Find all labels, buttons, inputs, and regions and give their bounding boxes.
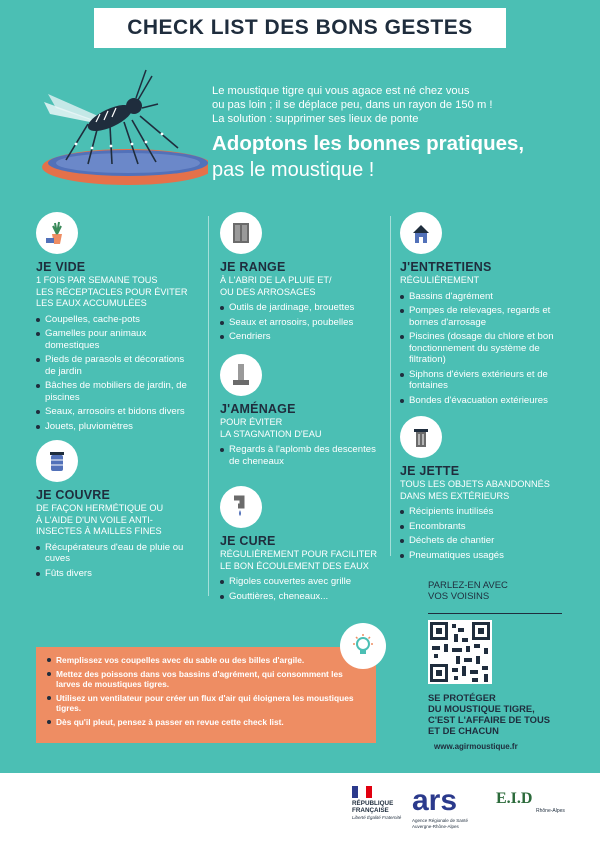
gutter-icon [220, 486, 262, 528]
section-title: JE VIDE [36, 260, 86, 274]
list-item: Rigoles couvertes avec grille [220, 576, 386, 588]
item-list [220, 576, 386, 602]
qr-code [428, 620, 492, 684]
list-item: Récipients inutilisés [400, 506, 572, 518]
protect-line: DU MOUSTIQUE TIGRE, [428, 703, 535, 714]
tip-item: Utilisez un ventilateur pour créer un flux d'air qui éloignera les moustiques tigres. [56, 693, 366, 713]
section-title: J'ENTRETIENS [400, 260, 492, 274]
tips-list [36, 647, 376, 727]
slogan-light: pas le moustique ! [212, 159, 375, 181]
protect-line: SE PROTÉGER [428, 692, 496, 703]
eid-subtitle: Rhône-Alpes [536, 808, 565, 814]
list-item: Pneumatiques usagés [400, 550, 572, 562]
page-title: CHECK LIST DES BONS GESTES [127, 16, 473, 39]
barrel-icon [36, 440, 78, 482]
house-icon [400, 212, 442, 254]
pipe-icon [220, 354, 262, 396]
list-item: Coupelles, cache-pots [36, 314, 196, 326]
mosquito-illustration [28, 64, 208, 194]
talk-text [428, 580, 508, 602]
republique-francaise-logo [352, 800, 401, 821]
section-subtitle: DANS MES EXTÉRIEURS [400, 490, 510, 501]
list-item: Seaux, arrosoirs et bidons divers [36, 406, 196, 418]
section-subtitle: DE FAÇON HERMÉTIQUE OU [36, 503, 164, 513]
list-item: Déchets de chantier [400, 535, 572, 547]
website-link[interactable]: www.agirmoustique.fr [434, 742, 518, 751]
protect-line: C'EST L'AFFAIRE DE TOUS [428, 714, 551, 725]
plant-pot-icon [36, 212, 78, 254]
ars-subtitle: Agence Régionale de Santé Auvergne-Rhône-Alpes [412, 818, 469, 829]
section-title: JE JETTE [400, 464, 460, 478]
list-item: Récupérateurs d'eau de pluie ou cuves [36, 542, 196, 565]
section-title: JE COUVRE [36, 488, 111, 502]
eid-logo [496, 790, 565, 814]
title-box [94, 8, 506, 48]
section-subtitle: RÉGULIÈREMENT [400, 275, 480, 285]
list-item: Encombrants [400, 521, 572, 533]
rf-motto: Liberté Égalité Fraternité [352, 815, 402, 820]
eid-wordmark: E.I.D [496, 790, 533, 807]
list-item: Jouets, pluviomètres [36, 421, 196, 433]
talk-line: PARLEZ-EN AVEC [428, 580, 508, 591]
intro-line-3: La solution : supprimer ses lieux de ponte [212, 113, 419, 125]
section-subtitle: LES EAUX ACCUMULÉES [36, 298, 147, 308]
item-list [36, 542, 196, 580]
column-divider [390, 216, 391, 556]
section-title: JE CURE [220, 534, 276, 548]
section-subtitle: POUR ÉVITER [220, 417, 283, 427]
tip-item: Dès qu'il pleut, pensez à passer en revue cette check list. [56, 717, 366, 727]
section-subtitle: À L'AIDE D'UN VOILE ANTI- [36, 514, 153, 525]
tip-item: Remplissez vos coupelles avec du sable ou des billes d'argile. [56, 655, 366, 665]
section-subtitle: LA STAGNATION D'EAU [220, 428, 322, 439]
cabinet-icon [220, 212, 262, 254]
list-item: Outils de jardinage, brouettes [220, 302, 386, 314]
section-amenage [220, 354, 386, 470]
rf-line: RÉPUBLIQUE [352, 800, 394, 807]
ars-logo [412, 786, 484, 829]
intro-line-2: ou pas loin ; il se déplace peu, dans un rayon de 150 m ! [212, 99, 493, 111]
section-title: JE RANGE [220, 260, 286, 274]
intro-text [212, 84, 572, 126]
item-list [36, 314, 196, 433]
item-list [220, 444, 386, 467]
section-subtitle: INSECTES À MAILLES FINES [36, 526, 162, 536]
section-vide [36, 212, 196, 435]
protect-line: ET DE CHACUN [428, 725, 499, 736]
list-item: Bassins d'agrément [400, 291, 572, 303]
section-title: J'AMÉNAGE [220, 402, 296, 416]
list-item: Siphons d'éviers extérieurs et de fontaines [400, 369, 572, 392]
section-cure [220, 486, 386, 605]
list-item: Bondes d'évacuation extérieures [400, 395, 572, 407]
marianne-logo [352, 786, 372, 798]
list-item: Pompes de relevages, regards et bornes d'arrosage [400, 305, 572, 328]
list-item: Cendriers [220, 331, 386, 343]
talk-line: VOS VOISINS [428, 591, 490, 602]
ars-wordmark: ars [412, 784, 458, 817]
section-subtitle: LE BON ÉCOULEMENT DES EAUX [220, 560, 369, 571]
intro-line-1: Le moustique tigre qui vous agace est né chez vous [212, 85, 470, 97]
section-subtitle: 1 FOIS PAR SEMAINE TOUS [36, 275, 158, 285]
list-item: Pieds de parasols et décorations de jardin [36, 354, 196, 377]
section-subtitle: OU DES ARROSAGES [220, 286, 316, 297]
list-item: Seaux et arrosoirs, poubelles [220, 317, 386, 329]
lightbulb-icon [340, 623, 386, 669]
item-list [220, 302, 386, 343]
section-entretiens [400, 212, 572, 409]
section-subtitle: RÉGULIÈREMENT POUR FACILITER [220, 549, 378, 559]
list-item: Piscines (dosage du chlore et bon fonctionnement du système de filtration) [400, 331, 572, 366]
list-item: Regards à l'aplomb des descentes de cheneaux [220, 444, 386, 467]
rf-line: FRANÇAISE [352, 807, 389, 814]
list-item: Gamelles pour animaux domestiques [36, 328, 196, 351]
item-list [400, 291, 572, 407]
list-item: Fûts divers [36, 568, 196, 580]
slogan-bold: Adoptons les bonnes pratiques, [212, 132, 525, 155]
section-subtitle: À L'ABRI DE LA PLUIE ET/ [220, 275, 332, 285]
divider-line [428, 613, 562, 614]
list-item: Gouttières, cheneaux... [220, 591, 386, 603]
column-divider [208, 216, 209, 596]
section-subtitle: TOUS LES OBJETS ABANDONNÉS [400, 479, 550, 489]
section-subtitle: LES RÉCEPTACLES POUR ÉVITER [36, 286, 188, 297]
tip-item: Mettez des poissons dans vos bassins d'agrément, qui consomment les larves de moustiques tigres. [56, 669, 366, 689]
list-item: Bâches de mobiliers de jardin, de piscines [36, 380, 196, 403]
tips-box [36, 647, 376, 743]
protect-text [428, 692, 550, 736]
section-jette [400, 416, 572, 564]
section-couvre [36, 440, 196, 582]
section-range [220, 212, 386, 346]
item-list [400, 506, 572, 561]
trash-icon [400, 416, 442, 458]
